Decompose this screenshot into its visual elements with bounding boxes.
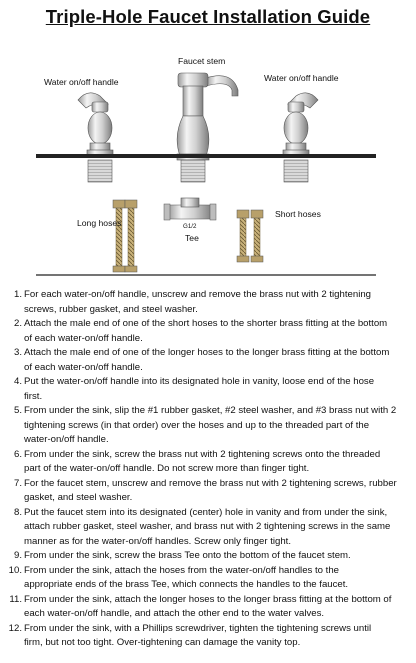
instruction-step (4, 549, 412, 564)
step-text-line: of each water-on/off handle. (24, 332, 143, 344)
step-text-line: For each water-on/off handle, unscrew and remove the brass nut with 2 tightening (24, 289, 371, 300)
step-text-line: From under the sink, slip the #1 rubber gasket, #2 steel washer, and #3 brass nut with 2 (24, 405, 397, 416)
tee-thread-label: G1/2 (183, 223, 197, 230)
step-text-line: Put the faucet stem into its designated (center) hole in vanity and from under the sink, (24, 506, 388, 518)
step-text-line: From under the sink, screw the brass Tee onto the bottom of the faucet stem. (24, 550, 351, 561)
page-title: Triple-Hole Faucet Installation Guide (45, 6, 371, 27)
instruction-step (4, 564, 412, 593)
step-number: 5. (13, 405, 22, 416)
instruction-step (4, 622, 412, 651)
diagram-illustration (0, 40, 416, 280)
step-text-line: appropriate ends of the brass Tee, which connects the handles to the faucet. (24, 579, 349, 590)
step-number: 8. (13, 506, 22, 518)
instruction-step (4, 593, 412, 622)
step-text-line: first. (24, 390, 43, 402)
step-number: 3. (13, 347, 22, 358)
faucet-stem-label: Faucet stem (178, 56, 226, 66)
step-text-line: part of the water-on/off handle. Do not screw more than finger tight. (24, 463, 310, 474)
step-number: 12. (8, 622, 22, 634)
right-handle-illustration (283, 93, 318, 182)
step-text-line: From under the sink, screw the brass nut with 2 tightening screws onto the threaded (24, 448, 381, 460)
step-text-line: Attach the male end of one of the longer hoses to the longer brass fitting at the bottom (24, 347, 390, 358)
tee-label: Tee (185, 233, 199, 243)
faucet-stem-illustration (177, 73, 238, 182)
step-number: 6. (13, 448, 22, 460)
instruction-step (4, 448, 412, 477)
short-hoses-illustration (237, 210, 263, 262)
step-number: 2. (13, 318, 22, 329)
instruction-step (4, 404, 412, 448)
step-text-line: From under the sink, attach the longer hoses to the longer brass fitting at the bottom of (24, 593, 392, 605)
instruction-step (4, 375, 412, 404)
step-number: 7. (13, 477, 22, 489)
step-number: 4. (13, 376, 22, 387)
step-text-line: screws, rubber gasket, and steel washer. (24, 303, 198, 315)
instruction-step (4, 506, 412, 550)
step-text-line: tightening screws (in that order) over the hoses and up to the threaded part of the (24, 419, 370, 431)
step-number: 11. (9, 593, 22, 605)
left-handle-label: Water on/off handle (44, 77, 119, 87)
instruction-step (4, 288, 412, 317)
step-text-line: gasket, and steel washer. (24, 492, 133, 503)
instruction-step (4, 317, 412, 346)
long-hoses-label: Long hoses (77, 218, 122, 228)
step-number: 9. (13, 550, 22, 561)
step-text-line: Put the water-on/off handle into its designated hole in vanity, loose end of the hose (24, 376, 375, 387)
instruction-list (4, 288, 412, 651)
long-hoses-illustration (113, 200, 137, 272)
installation-diagram (0, 40, 416, 280)
step-text-line: of each water-on/off handle. (24, 361, 143, 373)
step-text-line: For the faucet stem, unscrew and remove the brass nut with 2 tightening screws, rubber (24, 477, 397, 489)
instruction-step (4, 477, 412, 506)
step-number: 1. (13, 289, 22, 300)
step-text-line: From under the sink, with a Phillips screwdriver, tighten the tightening screws until (24, 622, 372, 634)
step-text-line: water-on/off handle. (24, 434, 109, 445)
step-text-line: attach rubber gasket, steel washer, and brass nut with 2 tightening screws in the same (24, 521, 391, 532)
short-hoses-label: Short hoses (275, 209, 321, 219)
step-number: 10. (8, 564, 22, 576)
instruction-step (4, 346, 412, 375)
tee-illustration (164, 198, 216, 220)
step-text-line: manner as for the water-on/off handles. Screw only finger tight. (24, 535, 291, 547)
step-text-line: each water-on/off handle, and attach the other end to the water valves. (24, 608, 325, 619)
left-handle-illustration (78, 93, 113, 182)
countertop-line (36, 154, 376, 158)
step-text-line: firm, but not too tight. Over-tightening can damage the vanity top. (24, 637, 301, 648)
step-text-line: From under the sink, attach the hoses from the water-on/off handles to the (24, 564, 339, 576)
step-text-line: Attach the male end of one of the short hoses to the shorter brass fitting at the bottom (24, 318, 388, 329)
right-handle-label: Water on/off handle (264, 73, 339, 83)
